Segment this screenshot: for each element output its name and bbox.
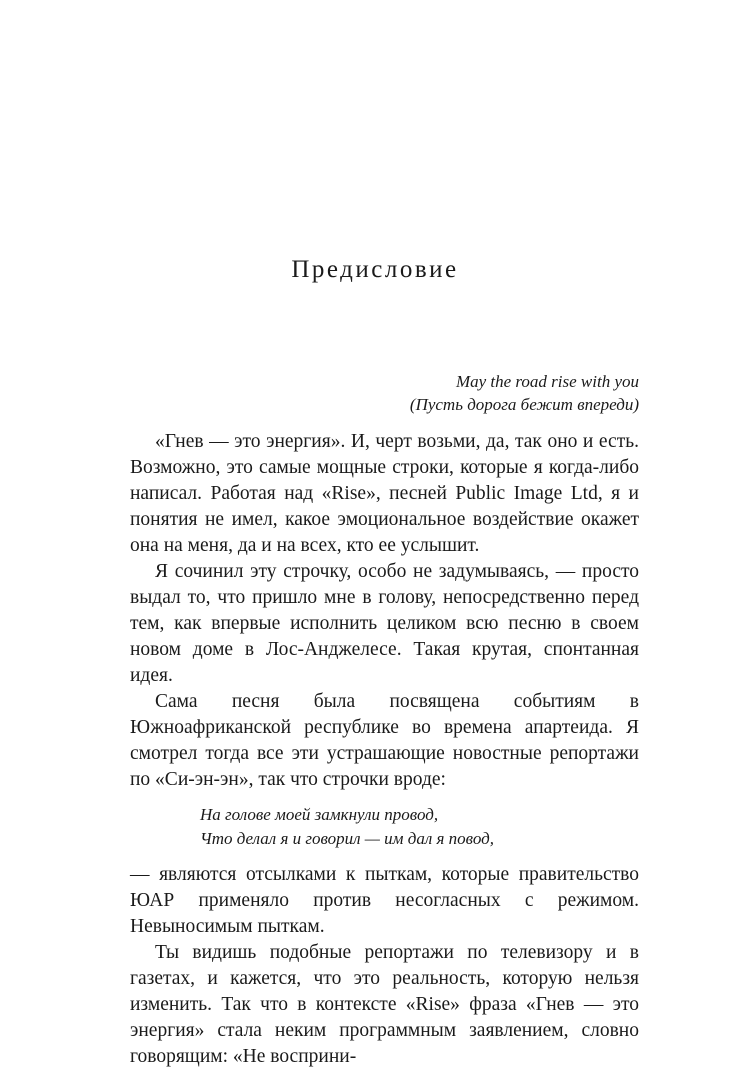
epigraph-line-translation: (Пусть дорога бежит впереди) [409,395,639,414]
paragraph-anger-is-energy: «Гнев — это энергия». И, черт возьми, да, так оно и есть. Возможно, это самые мощные строки, которые я когда-либо написал. Работая над «Rise», песней Public Image Ltd, я и понятия не имел, какое эмоциональное воздействие окажет она на меня, да и на всех, кто ее услышит. [130,431,639,556]
verse-line-2: Что делал я и говорил — им дал я повод, [200,829,494,848]
epigraph [410,370,639,416]
body-text [130,429,639,1070]
verse-line-1: На голове моей замкнули провод, [200,805,439,824]
epigraph-line-english: May the road rise with you [455,372,639,391]
paragraph-torture-reference: — являются отсылками к пыткам, которые правительство ЮАР применяло против несогласных с режимом. Невыносимым пыткам. [130,864,639,937]
paragraph-song-subject: Сама песня была посвящена событиям в Южноафриканской республике во времена апартеида. Я смотрел тогда все эти устрашающие новостные репортажи по «Си-эн-эн», так что строчки вроде: [130,691,639,790]
paragraph-tv-reports: Ты видишь подобные репортажи по телевизору и в газетах, и кажется, что это реальность, которую нельзя изменить. Так что в контексте «Rise» фраза «Гнев — это энергия» стала неким программным заявлением, словно говорящим: «Не восприни- [130,942,639,1067]
verse-quote [200,803,639,851]
paragraph-wrote-line: Я сочинил эту строчку, особо не задумываясь, — просто выдал то, что пришло мне в голову, непосредственно перед тем, как впервые исполнить целиком всю песню в своем новом доме в Лос-Анджелесе. Такая крутая, спонтанная идея. [130,561,639,686]
chapter-title: Предисловие [291,256,459,283]
